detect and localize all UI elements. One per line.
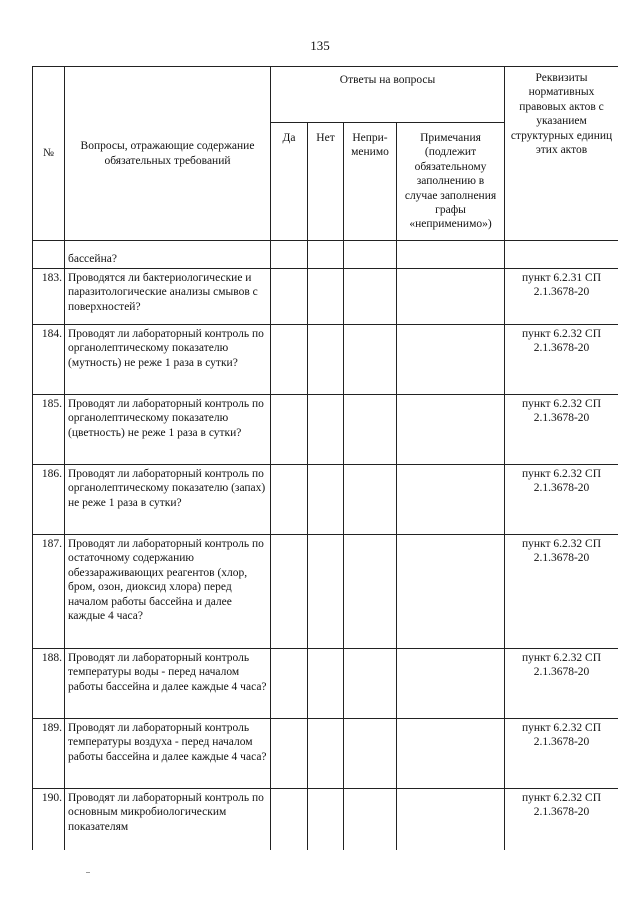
ref-cell: пункт 6.2.31 СП 2.1.3678-20 — [505, 269, 619, 325]
notes-cell — [397, 241, 505, 269]
page-number: 135 — [310, 38, 330, 53]
answer-na-cell — [344, 241, 397, 269]
answer-no-cell — [308, 465, 344, 535]
row-num-cell: 185. — [33, 395, 65, 465]
ref-cell: пункт 6.2.32 СП 2.1.3678-20 — [505, 325, 619, 395]
row-question-cell: Проводятся ли бактериологические и паразитологические анализы смывов с поверхностей? — [65, 269, 271, 325]
ref-cell: пункт 6.2.32 СП 2.1.3678-20 — [505, 719, 619, 789]
row-question-cell: Проводят ли лабораторный контроль температуры воздуха - перед началом работы бассейна и далее каждые 4 часа? — [65, 719, 271, 789]
table-row — [33, 789, 619, 851]
table-row — [33, 395, 619, 465]
notes-cell — [397, 269, 505, 325]
row-question-cell: Проводят ли лабораторный контроль по основным микробиологическим показателям — [65, 789, 271, 851]
ref-cell: пункт 6.2.32 СП 2.1.3678-20 — [505, 535, 619, 649]
header-notes: Примечания (подлежит обязательному заполнению в случае заполнения графы «неприменимо») — [397, 123, 505, 241]
answer-no-cell — [308, 719, 344, 789]
header-answers: Ответы на вопросы — [271, 67, 505, 123]
answer-na-cell — [344, 789, 397, 851]
checklist-table-frame — [32, 66, 618, 850]
notes-cell — [397, 789, 505, 851]
header-no: Нет — [308, 123, 344, 241]
table-row — [33, 649, 619, 719]
answer-na-cell — [344, 395, 397, 465]
notes-cell — [397, 395, 505, 465]
header-yes: Да — [271, 123, 308, 241]
header-num: № — [33, 67, 65, 241]
table-row — [33, 535, 619, 649]
row-num-cell — [33, 241, 65, 269]
answer-no-cell — [308, 395, 344, 465]
row-num-cell: 183. — [33, 269, 65, 325]
answer-na-cell — [344, 465, 397, 535]
table-row — [33, 719, 619, 789]
row-num-cell: 186. — [33, 465, 65, 535]
answer-yes-cell — [271, 269, 308, 325]
ref-cell: пункт 6.2.32 СП 2.1.3678-20 — [505, 465, 619, 535]
header-questions: Вопросы, отражающие содержание обязательных требований — [65, 67, 271, 241]
answer-yes-cell — [271, 325, 308, 395]
answer-yes-cell — [271, 789, 308, 851]
answer-na-cell — [344, 719, 397, 789]
answer-yes-cell — [271, 465, 308, 535]
notes-cell — [397, 535, 505, 649]
ref-cell — [505, 241, 619, 269]
table-row-continuation — [33, 241, 619, 269]
answer-no-cell — [308, 241, 344, 269]
notes-cell — [397, 325, 505, 395]
row-num-cell: 190. — [33, 789, 65, 851]
table-row — [33, 269, 619, 325]
answer-na-cell — [344, 649, 397, 719]
header-requisites: Реквизиты нормативных правовых актов с указанием структурных единиц этих актов — [505, 67, 619, 241]
scan-speck — [86, 872, 90, 873]
row-num-cell: 188. — [33, 649, 65, 719]
answer-yes-cell — [271, 649, 308, 719]
answer-na-cell — [344, 269, 397, 325]
answer-yes-cell — [271, 535, 308, 649]
notes-cell — [397, 649, 505, 719]
table-row — [33, 465, 619, 535]
row-question-cell: Проводят ли лабораторный контроль по органолептическому показателю (мутность) не реже 1 раза в сутки? — [65, 325, 271, 395]
notes-cell — [397, 719, 505, 789]
answer-no-cell — [308, 649, 344, 719]
row-num-cell: 184. — [33, 325, 65, 395]
ref-cell: пункт 6.2.32 СП 2.1.3678-20 — [505, 649, 619, 719]
answer-no-cell — [308, 269, 344, 325]
row-question-cell: Проводят ли лабораторный контроль по органолептическому показателю (цветность) не реже 1 раза в сутки? — [65, 395, 271, 465]
answer-yes-cell — [271, 395, 308, 465]
row-question-cell: Проводят ли лабораторный контроль по органолептическому показателю (запах) не реже 1 раза в сутки? — [65, 465, 271, 535]
row-num-cell: 189. — [33, 719, 65, 789]
header-not-applicable: Непри- менимо — [344, 123, 397, 241]
row-question-cell: Проводят ли лабораторный контроль по остаточному содержанию обеззараживающих реагентов (хлор, бром, озон, диоксид хлора) перед началом работы бассейна и далее каждые 4 часа? — [65, 535, 271, 649]
answer-no-cell — [308, 535, 344, 649]
ref-cell: пункт 6.2.32 СП 2.1.3678-20 — [505, 395, 619, 465]
answer-no-cell — [308, 325, 344, 395]
answer-yes-cell — [271, 719, 308, 789]
ref-cell: пункт 6.2.32 СП 2.1.3678-20 — [505, 789, 619, 851]
answer-na-cell — [344, 535, 397, 649]
row-question-cell: бассейна? — [65, 241, 271, 269]
checklist-table — [32, 66, 618, 850]
answer-na-cell — [344, 325, 397, 395]
table-row — [33, 325, 619, 395]
row-question-cell: Проводят ли лабораторный контроль температуры воды - перед началом работы бассейна и далее каждые 4 часа? — [65, 649, 271, 719]
answer-no-cell — [308, 789, 344, 851]
answer-yes-cell — [271, 241, 308, 269]
row-num-cell: 187. — [33, 535, 65, 649]
notes-cell — [397, 465, 505, 535]
